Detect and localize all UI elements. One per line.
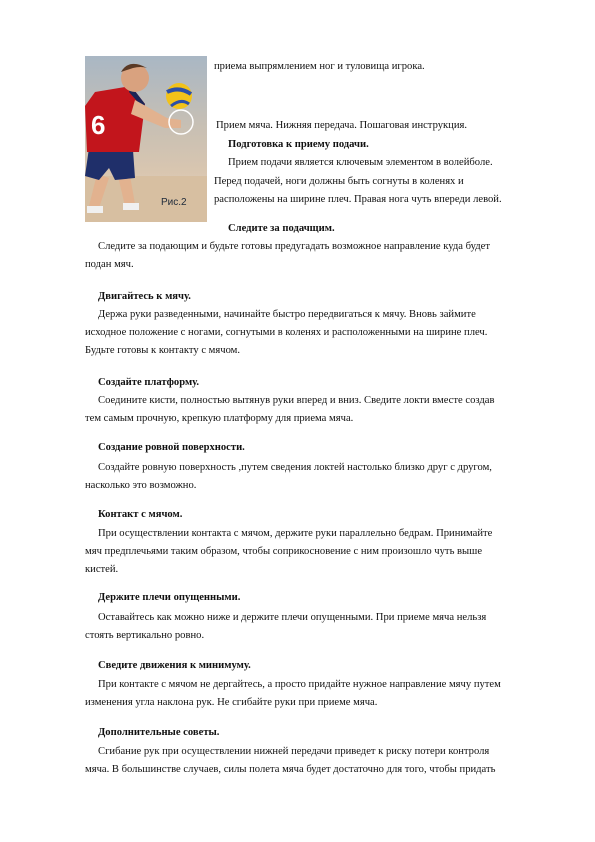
volleyball-player-photo: [85, 56, 207, 222]
section-heading: Держите плечи опущенными.: [98, 592, 241, 603]
text-line: мяча. В большинстве случаев, силы полета мяча будет достаточно для того, чтобы придать: [85, 764, 496, 775]
section-heading: Двигайтесь к мячу.: [98, 291, 191, 302]
text-line: Будьте готовы к контакту с мячом.: [85, 345, 241, 356]
text-line: Создайте ровную поверхность ,путем сведения локтей настолько близко друг с другом,: [98, 462, 492, 473]
text-line: Следите за подающим и будьте готовы предугадать возможное направление куда будет: [98, 241, 490, 252]
text-line: приема выпрямлением ног и туловища игрока.: [214, 61, 425, 72]
text-line: Оставайтесь как можно ниже и держите плечи опущенными. При приеме мяча нельзя: [98, 612, 487, 623]
text-line: расположены на ширине плеч. Правая нога чуть впереди левой.: [214, 194, 502, 205]
volleyball-player-illustration: [85, 56, 207, 222]
section-heading: Подготовка к приему подачи.: [228, 139, 369, 150]
subtitle: Прием мяча. Нижняя передача. Пошаговая инструкция.: [216, 120, 468, 131]
text-line: тем самым прочную, крепкую платформу для приема мяча.: [85, 413, 354, 424]
section-heading: Следите за подачщим.: [228, 223, 335, 234]
section-heading: Сведите движения к минимуму.: [98, 660, 251, 671]
section-heading: Создайте платформу.: [98, 377, 200, 388]
text-line: Держа руки разведенными, начинайте быстро передвигаться к мячу. Вновь займите: [98, 309, 476, 320]
figure-label: Рис.2: [161, 197, 187, 208]
text-line: При осуществлении контакта с мячом, держите руки параллельно бедрам. Принимайте: [98, 528, 493, 539]
section-heading: Дополнительные советы.: [98, 727, 220, 738]
text-line: Прием подачи является ключевым элементом в волейболе.: [228, 157, 493, 168]
text-line: Соедините кисти, полностью вытянув руки вперед и вниз. Сведите локти вместе создав: [98, 395, 495, 406]
text-line: исходное положение с ногами, согнутыми в коленях и расположенными на ширине плеч.: [85, 327, 488, 338]
text-line: кистей.: [85, 564, 119, 575]
jersey-number: 6: [91, 110, 106, 140]
text-line: стоять вертикально ровно.: [85, 630, 205, 641]
text-line: изменения угла наклона рук. Не сгибайте руки при приеме мяча.: [85, 697, 378, 708]
text-line: насколько это возможно.: [85, 480, 197, 491]
shorts: [85, 148, 135, 180]
text-line: При контакте с мячом не дергайтесь, а просто придайте нужное направление мячу путем: [98, 679, 501, 690]
left-shoe: [87, 206, 103, 213]
text-line: Сгибание рук при осуществлении нижней передачи приведет к риску потери контроля: [98, 746, 490, 757]
text-line: Перед подачей, ноги должны быть согнуты в коленях и: [214, 176, 464, 187]
section-heading: Создание ровной поверхности.: [98, 442, 245, 453]
section-heading: Контакт с мячом.: [98, 509, 183, 520]
right-shoe: [123, 203, 139, 210]
text-line: подан мяч.: [85, 259, 134, 270]
text-line: мяч предплечьями таким образом, чтобы соприкосновение с ним произошло чуть выше: [85, 546, 483, 557]
